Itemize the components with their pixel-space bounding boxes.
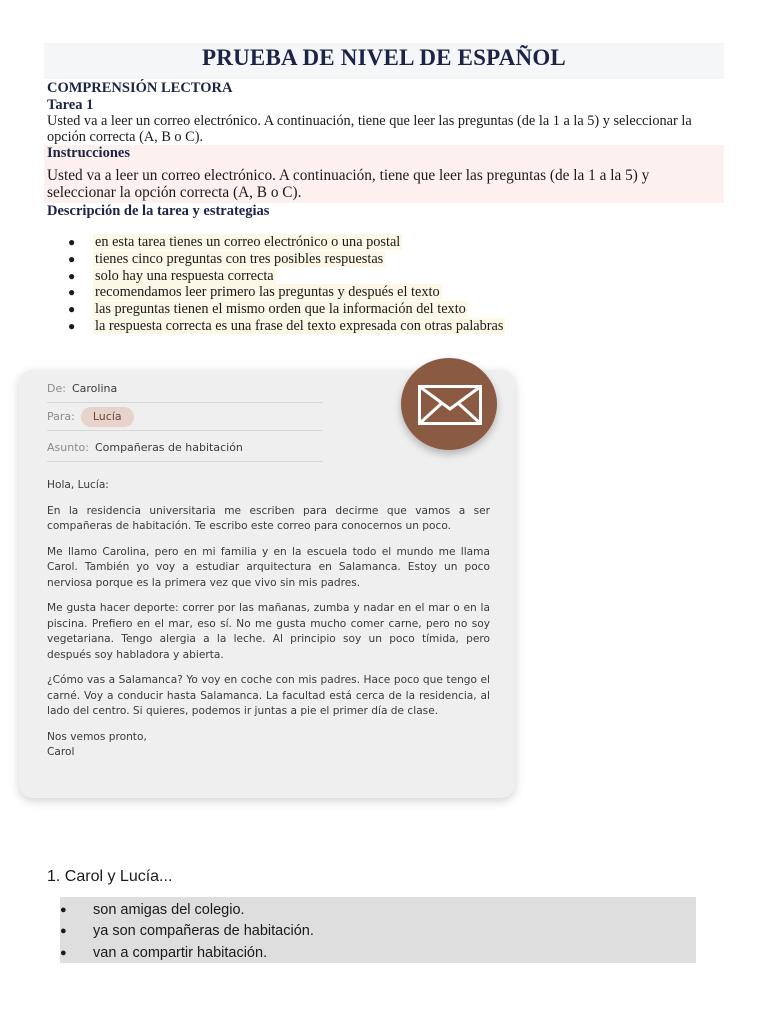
task-text-line2: opción correcta (A, B o C). — [47, 129, 204, 145]
instructions-line1: Usted va a leer un correo electrónico. A continuación, tiene que leer las preguntas (de la 1 a la 5) y — [47, 167, 650, 184]
email-paragraph: Me llamo Carolina, pero en mi familia y en la escuela todo el mundo me llama Carol. También yo voy a estudiar arquitectura en Salamanca. Estoy un poco nerviosa porque es la primera vez que vivo sin mis padres. — [47, 545, 490, 589]
bullet-icon: ● — [68, 285, 76, 300]
question-options-box — [60, 897, 696, 963]
email-from-row — [47, 375, 323, 403]
envelope-badge — [401, 358, 497, 450]
question-title: 1. Carol y Lucía... — [47, 868, 173, 885]
task-heading: Tarea 1 — [47, 97, 94, 113]
section-heading: COMPRENSIÓN LECTORA — [47, 80, 233, 96]
list-item: ● tienes cinco preguntas con tres posibles respuestas — [68, 250, 384, 267]
email-closing: Nos vemos pronto, — [47, 730, 147, 743]
list-item: ● recomendamos leer primero las preguntas y después el texto — [68, 284, 440, 301]
email-paragraph: En la residencia universitaria me escriben para decirme que vamos a ser compañeras de habitación. Te escribo este correo para conocernos un poco. — [47, 504, 490, 532]
email-body — [47, 478, 490, 761]
email-paragraph: ¿Cómo vas a Salamanca? Yo voy en coche con mis padres. Hace poco que tengo el carné. Voy a conducir hasta Salamanca. La facultad está cerca de la residencia, al lado del centro. Si quieres, podemos ir juntas a pie el primer día de clase. — [47, 674, 490, 717]
email-paragraph: Me gusta hacer deporte: correr por las mañanas, zumba y nadar en el mar o en la piscina. Prefiero en el mar, eso sí. No me gusta mucho comer carne, pero no soy vegetariana. Tengo alergia a la leche. Al principio soy un poco tímida, pero después soy habladora y abierta. — [47, 602, 490, 661]
bullet-icon: ● — [60, 904, 67, 916]
email-subject-row — [47, 434, 323, 462]
instructions-heading: Instrucciones — [47, 145, 130, 161]
answer-option[interactable]: ● van a compartir habitación. — [60, 943, 696, 964]
email-greeting: Hola, Lucía: — [47, 479, 109, 491]
strategies-list — [60, 234, 505, 335]
bullet-icon: ● — [68, 235, 76, 249]
bullet-icon: ● — [68, 302, 76, 317]
question-options — [60, 897, 696, 964]
email-card — [19, 370, 515, 798]
bullet-icon: ● — [68, 318, 76, 333]
email-from-label: De: — [47, 382, 66, 395]
email-to-row — [47, 403, 323, 431]
bullet-icon: ● — [68, 251, 76, 266]
strategies-heading: Descripción de la tarea y estrategias — [47, 203, 270, 219]
email-signoff — [47, 730, 490, 761]
instructions-line2: seleccionar la opción correcta (A, B o C). — [47, 184, 302, 201]
bullet-icon: ● — [60, 946, 67, 959]
recipient-chip[interactable]: Lucía — [81, 407, 134, 427]
email-signature: Carol — [47, 746, 75, 758]
bullet-icon: ● — [68, 268, 76, 283]
list-item: ● en esta tarea tienes un correo electrónico o una postal — [68, 234, 401, 250]
answer-option[interactable]: ● son amigas del colegio. — [60, 900, 696, 921]
envelope-icon — [418, 385, 482, 425]
list-item: ● solo hay una respuesta correcta — [68, 267, 274, 284]
list-item: ● la respuesta correcta es una frase del texto expresada con otras palabras — [68, 317, 504, 334]
answer-option[interactable]: ● ya son compañeras de habitación. — [60, 921, 696, 942]
bullet-icon: ● — [60, 925, 67, 938]
task-text-line1: Usted va a leer un correo electrónico. A continuación, tiene que leer las preguntas (de la 1 a la 5) y seleccionar la — [47, 113, 692, 129]
email-subject-value: Compañeras de habitación — [94, 441, 243, 454]
instructions-text — [47, 167, 707, 201]
email-from-value: Carolina — [71, 382, 118, 395]
list-item: ● las preguntas tienen el mismo orden que la información del texto — [68, 301, 466, 318]
email-subject-label: Asunto: — [47, 441, 89, 454]
page-title: PRUEBA DE NIVEL DE ESPAÑOL — [202, 45, 566, 70]
email-to-label: Para: — [47, 410, 75, 423]
title-bar — [44, 43, 724, 79]
